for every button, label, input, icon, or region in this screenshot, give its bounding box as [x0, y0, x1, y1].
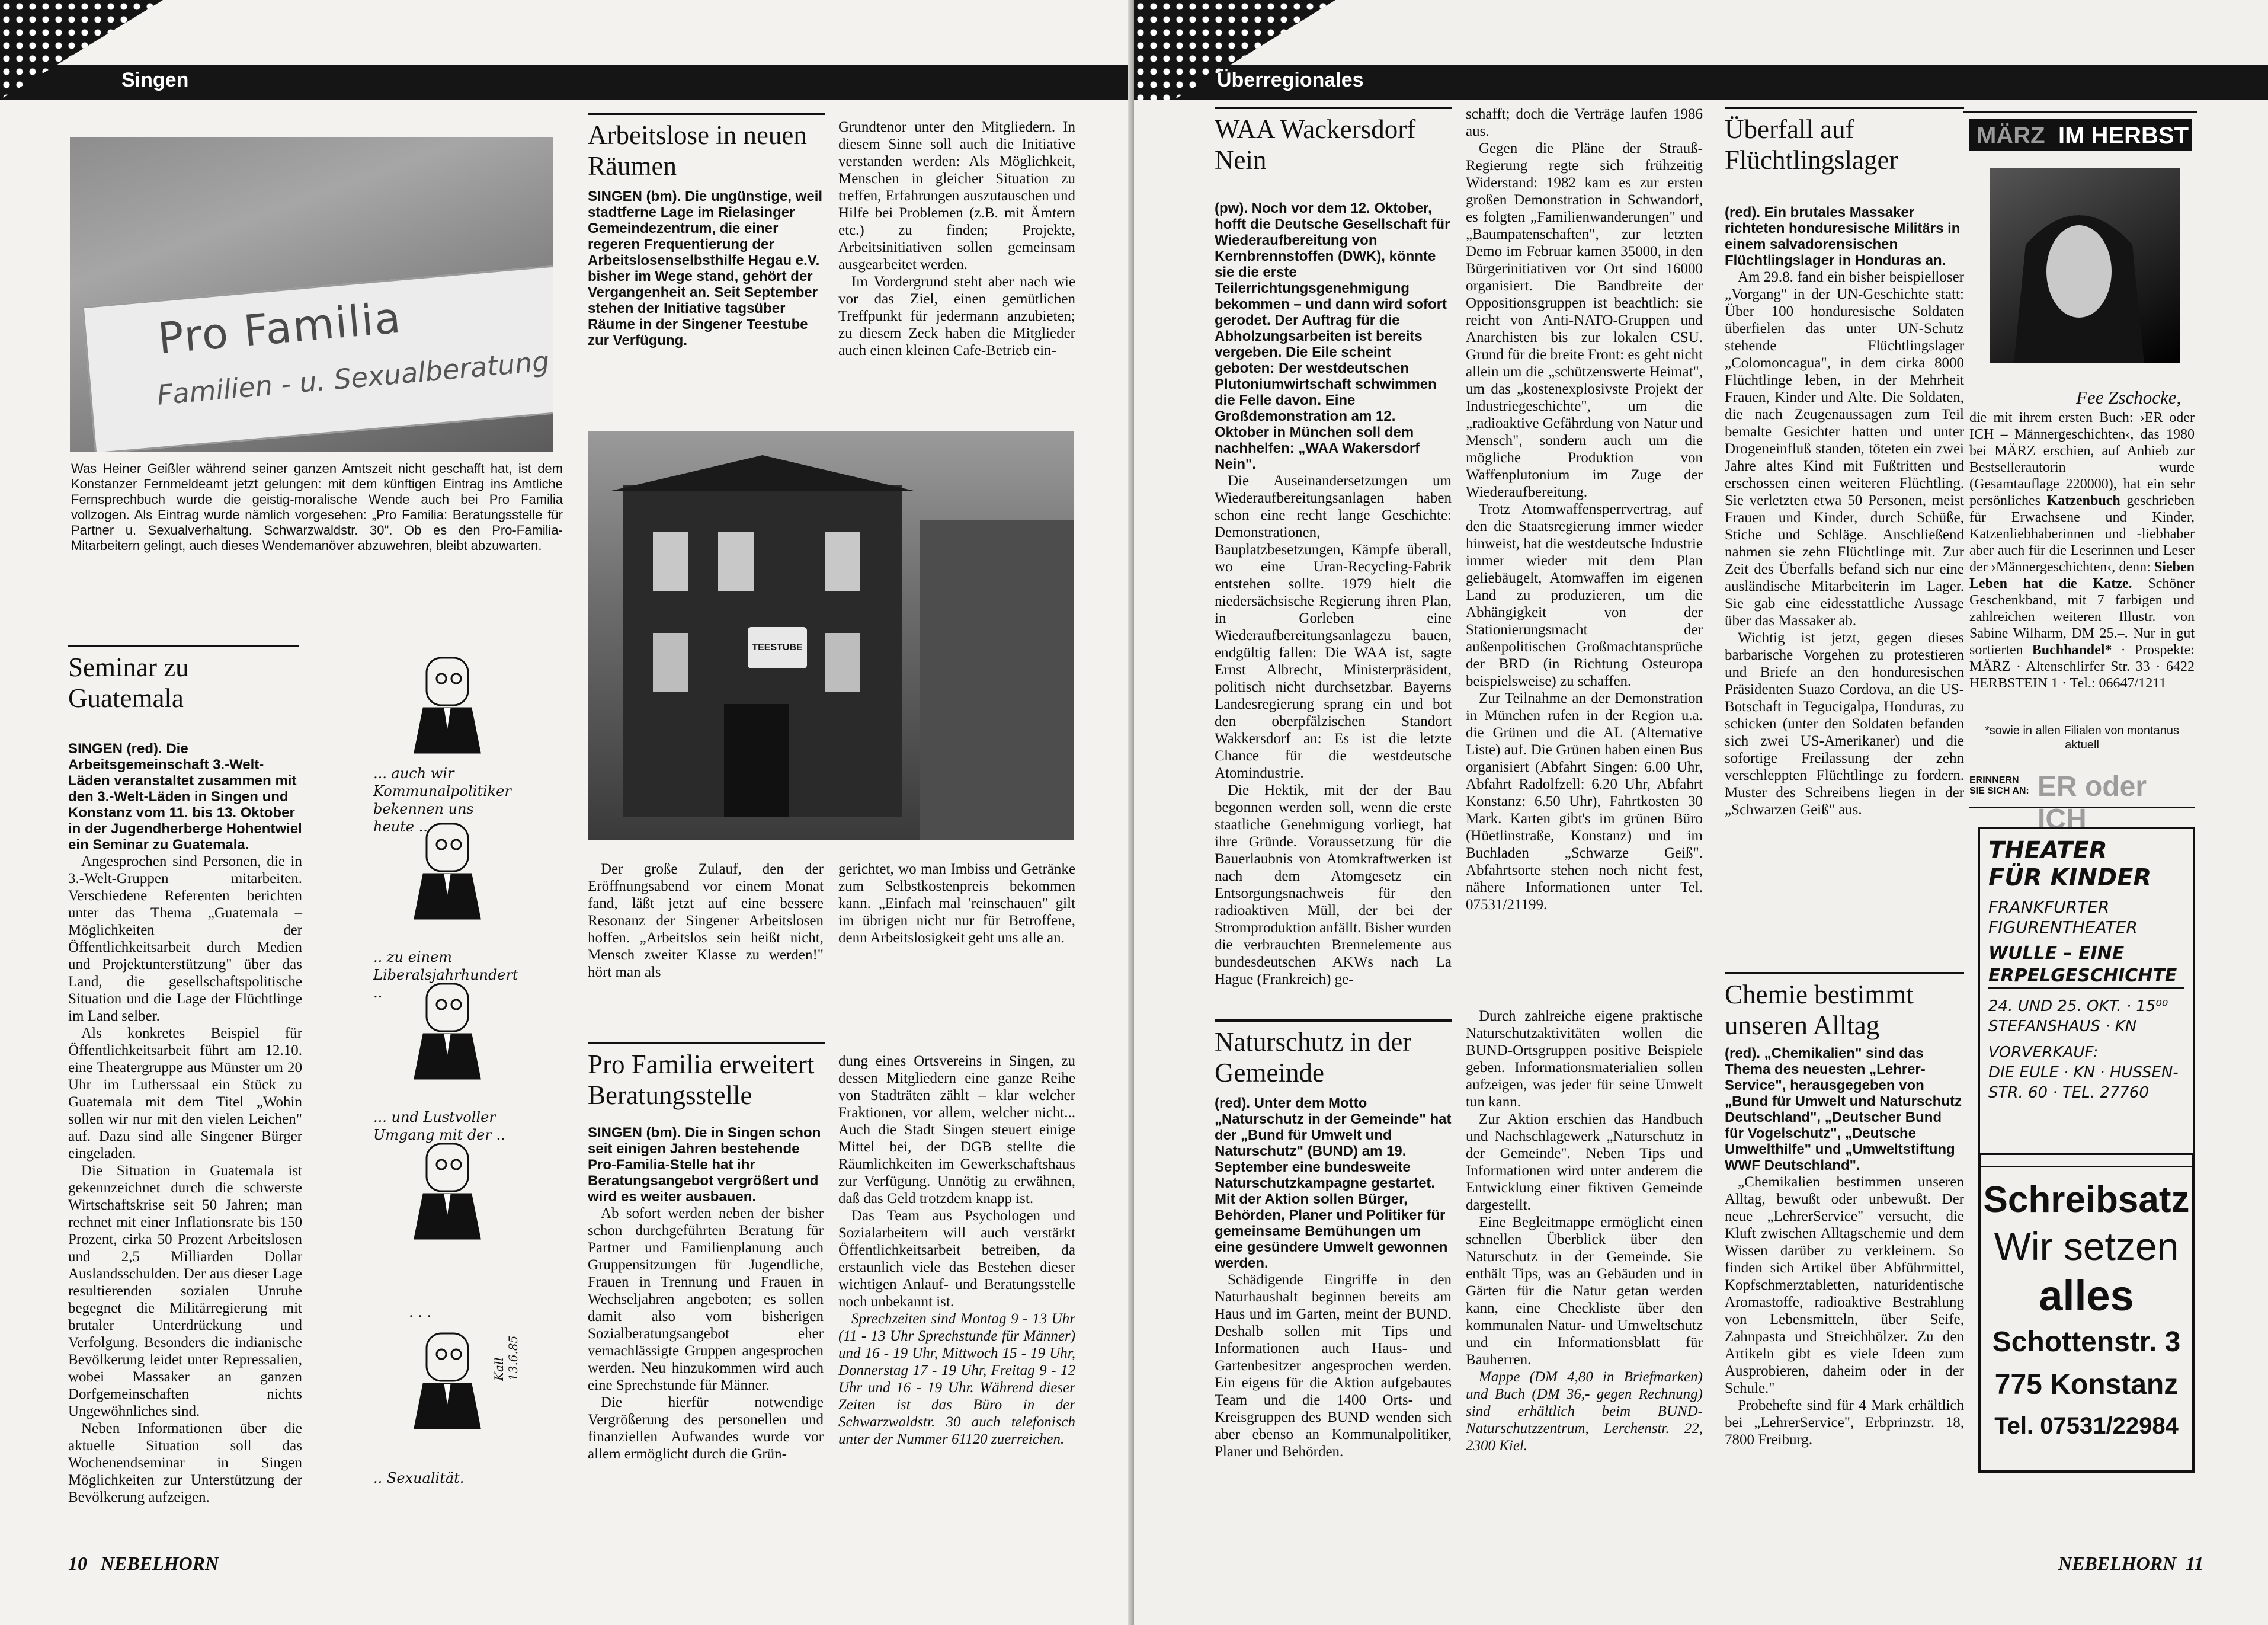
waa-lead: (pw). Noch vor dem 12. Oktober, hofft die Deutsche Gesellschaft für Wiederaufbereitung von Kernbrennstoffen (DWK), könnte sie die erste Teilerrichtungsgenehmigung bekommen – und dann wird sofort gerodet. Der Auftrag für die Abholzungsarbeiten ist bereits vergeben. Die Eile scheint geboten: Der westdeutschen Plutoniumwirtschaft schwimmen die Felle davon. Eine Großdemonstration am 12. Oktober in München soll dem nachhelfen: „WAA Wakersdorf Nein".: [1215, 200, 1450, 472]
cartoonist-signature: Kall 13.6.85: [492, 1335, 520, 1381]
ad-katzenbuch: Katzenbuch: [2046, 493, 2120, 508]
schreibsatz-line: Wir setzen: [1994, 1224, 2179, 1268]
waa-paragraph: Zur Teilnahme an der Demonstration in München rufen in der Region u.a. die Grünen und die AL (Alternative Liste) auf. Die Grünen haben einen Bus organisiert (Abfahrt Singen: 6.00 Uhr, Abfahrt Radolfzell: 6.20 Uhr, Abfahrt Konstanz: 6.50 Uhr), Fahrtkosten 30 Mark. Karten gibt's im grünen Büro (Hüetlinstraße, Konstanz) und im Buchladen „Schwarze Geiß". Abfahrtsorte stehen noch nicht fest, nähere Informationen unter Tel. 07531/21199.: [1466, 690, 1703, 913]
ad-book-title: Sieben Leben hat die Katze.: [1969, 559, 2195, 591]
theater-line: FRANKFURTER: [1988, 897, 2110, 917]
ueberfall-paragraph: Am 29.8. fand ein bisher beispielloser „Vorgang" in der UN-Geschichte statt: Über 100 honduresische Soldaten überfielen das unter UN-Schutz stehende Flüchtlingslager „Colomoncagua", in dem cirka 8000 Flüchtlinge leben, in der Mehrheit Frauen, Kinder und Alte. Die Soldaten, die nach Zeugenaussagen zum Teil bemalte Gesichter hatten und unter Drogeneinfluß standen, töteten ein zwei Jahre altes Kind mit Fußtritten und erschossen einen weiteren Flüchtling. Sie verletzten etwa 50 Personen, meist Frauen und Kinder, durch Schüße, Stiche und Schläge. Anschließend nahmen sie zehn Flüchtlinge mit. Zur Zeit des Überfalls befand sich nur eine ausländische Mitarbeiterin im Lager. Sie gab eine eidesstattliche Aussage über das Massaker ab.: [1725, 269, 1964, 629]
arbeitslose-headline: Arbeitslose in neuen Räumen: [588, 113, 825, 181]
cartoon-strip: [350, 646, 563, 1511]
profamilia-column-2: [838, 1053, 1075, 1448]
pro-familia-sign-photo: [70, 137, 553, 452]
naturschutz-paragraph: Schädigende Eingriffe in den Naturhaushalt beginnen bereits am Haus und im Garten, meint der BUND. Deshalb sollen mit Tips und Informationen auch Haus- und Gartenbesitzer angesprochen werden. Ein eigens für die Aktion aufgebautes Team und die 1400 Orts- und Kreisgruppen des BUND wenden sich aber ebenso an Kommunalpolitiker, Planer und Behörden.: [1215, 1272, 1452, 1460]
author-portrait: [1990, 168, 2180, 363]
schreibsatz-line: Schottenstr. 3: [1992, 1326, 2181, 1358]
schreibsatz-line: Tel. 07531/22984: [1994, 1413, 2179, 1439]
naturschutz-lead: (red). Unter dem Motto „Naturschutz in der Gemeinde" hat der „Bund für Umwelt und Naturschutz" (BUND) am 19. September eine bundesweite Naturschutzkampagne gestartet. Mit der Aktion sollen Bürger, Behörden, Planer und Politiker für gemeinsame Bemühungen um eine gesündere Umwelt gewonnen werden.: [1215, 1095, 1452, 1271]
author-name: Fee Zschocke,: [2076, 387, 2181, 408]
ad-text: geschrieben für Erwachsene und Kinder, Katzenliebhaberinnen und -liebhaber aber auch für die Leserinnen und Leser der ›Männergeschichten‹, denn:: [1969, 493, 2195, 575]
chemie-lead: (red). „Chemikalien" sind das Thema des neuesten „Lehrer-Service", herausgegeben von „Bund für Umwelt und Naturschutz Deutschland", „Deutscher Bund für Vogelschutz", „Deutsche Umwelthilfe" und „Umweltstiftung WWF Deutschland".: [1725, 1045, 1962, 1173]
seminar-paragraph: Angesprochen sind Personen, die in 3.-Welt-Gruppen mitarbeiten. Verschiedene Referenten berichten unter das Thema „Guatemala – Möglichkeiten der Öffentlichkeitsarbeit durch Medien und Projektunterstützung" über das Land, die gesellschaftspolitische Situation und die Lage der Flüchtlinge im Land selber.: [68, 853, 302, 1024]
schreibsatz-line: 775 Konstanz: [1994, 1369, 2179, 1400]
profamilia-hours: Sprechzeiten sind Montag 9 - 13 Uhr (11 - 13 Uhr Sprechstunde für Männer) und 16 - 19 Uhr, Mittwoch 15 - 19 Uhr, Donnerstag 17 - 19 Uhr, Freitag 9 - 12 Uhr und 16 - 19 Uhr. Während dieser Zeiten ist das Büro in der Schwarzwaldstr. 30 auch telefonisch unter der Nummer 61120 zuerreichen.: [838, 1311, 1075, 1447]
section-label: Singen: [121, 69, 189, 91]
naturschutz-paragraph: Eine Begleitmappe ermöglicht einen schnellen Überblick über den Naturschutz in der Gemeinde. Sie enthält Tips, was an Gebäuden und in Gärten für die Natur getan werden kann, eine Checkliste über den kommunalen Natur- und Umweltschutz und ein Informationsblatt für Bauherren.: [1466, 1214, 1703, 1368]
ueberfall-paragraph: Wichtig ist jetzt, gegen dieses barbarische Vorgehen zu protestieren und Briefe an den honduresischen Präsidenten Suazo Cordova, an die US-Botschaft in Tegucigalpa, Honduras, zu schicken (unter den Soldaten befanden sich zwei US-Amerikaner) und die sofortige Freilassung der zehn verschleppten Flüchtlinge zu fordern. Muster des Schreibens liegen in der „Schwarzen Geiß" aus.: [1725, 630, 1964, 818]
arbeitslose-paragraph: Der große Zulauf, den der Eröffnungsabend vor einem Monat fand, läßt jetzt auf eine bessere Resonanz der Singener Arbeitslosen hoffen. „Arbeitslos sein heißt nicht, Mensch zweiter Klasse zu werden!" hört man als: [588, 861, 824, 980]
waa-paragraph: Die Auseinandersetzungen um Wiederaufbereitungsanlagen haben schon eine recht lange Geschichte: Demonstrationen, Bauplatzbesetzungen, Kämpfe überall, wo eine Uran-Recycling-Fabrik entstehen sollte. 1979 hielt die niedersächsische Regierung ihren Plan, in Gorleben eine Wiederaufbereitungsanlagezu bauen, endgültig fallen: Die WAA ist, sagte Ernst Albrecht, Ministerpräsident, politisch nicht durchsetzbar. Bayerns Landesregierung sprang ein und bot den oberpfälzischen Standort Wakkersdorf an: Es ist die letzte Chance für die westdeutsche Atomindustrie.: [1215, 473, 1452, 781]
cartoon-caption: ... auch wir Kommunalpolitiker bekennen uns heute ..: [373, 765, 511, 835]
arbeitslose-paragraph: Grundtenor unter den Mitgliedern. In diesem Sinne soll auch die Initiative verstanden werden: Als Möglichkeit, Menschen in gleicher Situation zu treffen, Erfahrungen auszutauschen und Hilfe bei Problemen (z.B. mit Ämtern etc.) zu finden; Projekte, Arbeitsinitiativen sollen gemeinsam ausgearbeitet werden.: [838, 119, 1075, 273]
chemie-paragraph: „Chemikalien bestimmen unseren Alltag, bewußt oder unbewußt. Der neue „LehrerService" versucht, die Kluft zwischen Alltagschemie und dem Wissen darüber zu verkleinern. So finden sich Artikel über Abführmittel, Kopfschmerztabletten, naturidentische Aromastoffe, radioaktive Bestrahlung von Lebensmitteln, über Seife, Zahnpasta und Streichhölzer. Zu den Artikeln gibt es viele Ideen zum Ausprobieren, daheim oder in der Schule.": [1725, 1174, 1964, 1396]
profamilia-paragraph: Ab sofort werden neben der bisher schon durchgeführten Beratung für Partner und Familienplanung auch Gruppensitzungen für Jugendliche, Frauen in Trennung und Frauen in Wechseljahren angeboten; es sollen damit also vom bisherigen Sozialberatungsangebot eher vernachlässigte Gruppen angesprochen werden. Neu hinzukommen wird auch eine Sprechstunde für Männer.: [588, 1205, 824, 1393]
sign-text-line1: Pro Familia: [156, 292, 404, 364]
page-number: 11: [2186, 1553, 2204, 1574]
profamilia-column-1: [588, 1125, 824, 1463]
ad-text: Schöner Geschenkband, mit 7 farbigen und zahlreichen weiteren Illustr. von Sabine Wilharm, DM 25.–. Nur in gut sortierten: [1969, 576, 2195, 658]
schreibsatz-title: Schreibsatz: [1983, 1179, 2190, 1220]
naturschutz-column-2: [1466, 1007, 1703, 1454]
waa-paragraph: Trotz Atomwaffensperrvertrag, auf den die Staatsregierung immer wieder hinweist, hat die westdeutsche Industrie immer wieder mit dem Plan geliebäugelt, Atomwaffen im eigenen Land zu produzieren, um die Abhängigkeit von der Stationierungsmacht der außenpolitischen Großmachtansprüche der BRD (in Richtung Osteuropa beispielsweise) zu schaffen.: [1466, 501, 1703, 689]
profamilia-paragraph: Das Team aus Psychologen und Sozialarbeitern will auch verstärkt Öffentlichkeitsarbeit betreiben, da erstaunlich viele das Bestehen dieser wichtigen Anlauf- und Beratungsstelle noch unbekannt ist.: [838, 1208, 1075, 1310]
arbeitslose-below-col2: [838, 861, 1075, 946]
seminar-paragraph: Die Situation in Guatemala ist gekennzeichnet durch die schwerste Wirtschaftskrise seit 50 Jahren; man rechnet mit einer Inflationsrate bis 150 Prozent, cirka 50 Prozent Arbeitslosen und 2,5 Milliarden Dollar Auslandsschulden. Der aus dieser Lage resultierenden sozialen Unruhe begegnet die Militärregierung mit brutaler Unterdrückung und Verfolgung. Besonders die indianische Bevölkerung leidet unter Repressalien, wobei Massaker an ganzen Dorfgemeinschaften nichts Ungewöhnliches sind.: [68, 1163, 302, 1419]
magazine-name: NEBELHORN: [2058, 1553, 2177, 1574]
profamilia-headline: Pro Familia erweitert Beratungsstelle: [588, 1042, 825, 1111]
waa-paragraph: Gegen die Pläne der Strauß-Regierung regte sich frühzeitig Widerstand: 1982 kam es zur ersten großen Demonstration in Schwandorf, es folgten „Familienwanderungen" und „Baumpatenschaften", zur letzten Demo im Februar kamen 35000, in den Bürgerinitiativen vor Ort sind 16000 organisiert. Die Bandbreite der Oppositionsgruppen ist beachtlich: sie reicht von Anti-NATO-Gruppen und Anarchisten bis zur lokalen CSU. Grund für die breite Front: es geht nicht allein um die „schützenswerte Heimat", um das „kostenexplosivste Projekt der Industriegeschichte", um die „radioaktive Gefährdung von Natur und Mensch", sondern auch um die mögliche Produktion von Waffenplutonium im Zuge der Wiederaufbereitung.: [1466, 140, 1703, 500]
banner-maerz: MÄRZ: [1977, 123, 2045, 149]
arbeitslose-lead-column: [588, 188, 824, 348]
erinnern-line1: ERINNERN: [1969, 775, 2019, 785]
right-page: [1134, 0, 2268, 1625]
naturschutz-paragraph: Durch zahlreiche eigene praktische Naturschutzaktivitäten wollen die BUND-Ortsgruppen positive Beispiele geben. Informationsmaterialien sollen aufzeigen, was jeder für seine Umwelt tun kann.: [1466, 1008, 1703, 1110]
theater-line: THEATER: [1988, 837, 2107, 864]
seminar-lead: SINGEN (red). Die Arbeitsgemeinschaft 3.-Welt-Läden veranstaltet zusammen mit den 3.-Welt-Läden in Singen und Konstanz vom 11. bis 13. Oktober in der Jugendherberge Hohentwiel ein Seminar zu Guatemala.: [68, 741, 302, 853]
ueberfall-headline: Überfall auf Flüchtlingslager: [1725, 107, 1964, 175]
ad-body: [1969, 410, 2195, 692]
magazine-name: NEBELHORN: [101, 1553, 219, 1574]
arbeitslose-paragraph: gerichtet, wo man Imbiss und Getränke zum Selbstkostenpreis bekommen kann. „Einfach mal 'reinschauen" gilt im übrigen nicht nur für Betroffene, denn Arbeitslosigkeit geht uns alle an.: [838, 861, 1075, 946]
theater-line: DIE EULE · KN · HUSSEN-: [1988, 1064, 2179, 1082]
theater-line: STR. 60 · TEL. 27760: [1988, 1084, 2149, 1102]
profamilia-paragraph: Die hierfür notwendige Vergrößerung des personellen und finanziellen Aufwandes wurde vor allem ermöglicht durch die Grün-: [588, 1394, 824, 1462]
teestube-photo: [588, 431, 1074, 840]
teestube-sign: TEESTUBE: [748, 627, 807, 668]
waa-headline: WAA Wackersdorf Nein: [1215, 107, 1452, 175]
theater-line: 24. UND 25. OKT. · 15⁰⁰: [1988, 997, 2168, 1015]
sign-plate: [82, 265, 553, 452]
photo-caption: Was Heiner Geißler während seiner ganzen Amtszeit nicht geschafft hat, ist dem Konstanzer Fernmeldeamt jetzt gelungen: mit dem künftigen Eintrag ins Amtliche Fernsprechbuch wurde die geistig-moralische Wende auch bei Pro Familia vollzogen. Als Eintrag wurde nämlich vorgesehen: „Pro Familia: Beratungsstelle für Partner u. Sexualverhaltung. Schwarzwaldstr. 30". Ob es den Pro-Familia-Mitarbeitern gelingt, auch dieses Wendemanöver abzuwehren, bleibt abzuwarten.: [71, 461, 563, 553]
theater-line: ERPELGESCHICHTE: [1988, 965, 2184, 989]
waa-column-1: [1215, 200, 1452, 988]
ad-text: · Prospekte: MÄRZ · Altenschlirfer Str. 33 · 6422 HERBSTEIN 1 · Tel.: 06647/1211: [1969, 642, 2195, 691]
profamilia-paragraph: dung eines Ortsvereins in Singen, zu dessen Mitgliedern eine ganze Reihe von Stadträten zählt – klar welcher Fraktionen, vor allem, welcher nicht... Auch die Stadt Singen steuert einige Mittel bei, der DGB stellte die Räumlichkeiten im Gewerkschaftshaus zur Verfügung. Unnötig zu erwähnen, daß das Geld trotzdem knapp ist.: [838, 1053, 1075, 1207]
er-oder-ich-logo: ER oder ICH: [2038, 771, 2147, 835]
ueberfall-article: [1725, 204, 1964, 818]
author-face-drawing: [1990, 168, 2180, 363]
ad-banner: [1969, 119, 2192, 151]
ad-text: die mit ihrem ersten Buch: ›ER oder ICH – Männergeschichten‹, das 1980 bei MÄRZ erschien, auf Anhieb zur Bestsellerautorin wurde (Gesamtauflage 220000), hat ein sehr persönliches: [1969, 410, 2195, 508]
chemie-article: [1725, 1045, 1964, 1448]
theater-line: FIGURENTHEATER: [1988, 917, 2138, 937]
erinnern-banner: [1969, 770, 2195, 835]
cartoon-caption: .. Sexualität.: [373, 1470, 465, 1486]
page-number: 10: [68, 1553, 87, 1574]
theater-ad: [1978, 827, 2195, 1167]
naturschutz-column-1: [1215, 1095, 1452, 1460]
ad-footnote: *sowie in allen Filialen von montanus aktuell: [1985, 724, 2179, 751]
theater-line: STEFANSHAUS · KN: [1988, 1018, 2137, 1035]
naturschutz-headline: Naturschutz in der Gemeinde: [1215, 1019, 1452, 1088]
seminar-article: [68, 741, 302, 1506]
erinnern-label: [1969, 775, 2029, 796]
naturschutz-paragraph: Zur Aktion erschien das Handbuch und Nachschlagewerk „Naturschutz in der Gemeinde". Neben Tips und Informationen wird unter anderem die Entwicklung einer fiktiven Gemeinde dargestellt.: [1466, 1111, 1703, 1213]
arbeitslose-column-2: [838, 119, 1075, 359]
ad-buchhandel: Buchhandel*: [2032, 642, 2112, 658]
teestube-building-drawing: [588, 431, 1074, 840]
arbeitslose-below-col1: [588, 861, 824, 981]
banner-im-herbst: IM HERBST: [2058, 123, 2189, 149]
ueberfall-lead: (red). Ein brutales Massaker richteten honduresische Militärs in einem salvadorensischen Flüchtlingslager in Honduras an.: [1725, 204, 1961, 268]
arbeitslose-lead: SINGEN (bm). Die ungünstige, weil stadtferne Lage im Rielasinger Gemeindezentrum, die einer regeren Frequentierung der Arbeitslosenselbsthilfe Hegau e.V. bisher im Wege stand, gehört der Vergangenheit an. Seit September stehen der Initiative tagsüber Räume in der Singener Teestube zur Verfügung.: [588, 188, 823, 348]
theater-line: FÜR KINDER: [1988, 864, 2152, 891]
theater-line: VORVERKAUF:: [1988, 1044, 2099, 1061]
arbeitslose-paragraph: Im Vordergrund steht aber nach wie vor das Ziel, einen gemütlichen Treffpunkt für jedermann anzubieten; zu diesem Zeck haben die Mitglieder auch einen kleinen Cafe-Betrieb ein-: [838, 274, 1075, 359]
seminar-paragraph: Als konkretes Beispiel für Öffentlichkeitsarbeit führt am 12.10. eine Theatergruppe aus Münster um 20 Uhr im Lutherssaal ein Stück zu Guatemala mit dem Titel „Wohin sollen wir nur mit den vielen Leichen" auf. Dazu sind alle Singener Bürger eingeladen.: [68, 1025, 302, 1162]
chemie-headline: Chemie bestimmt unseren Alltag: [1725, 972, 1964, 1041]
section-label: Überregionales: [1217, 69, 1364, 91]
schreibsatz-ad: [1978, 1153, 2195, 1473]
waa-paragraph: schafft; doch die Verträge laufen 1986 aus.: [1466, 106, 1703, 139]
profamilia-lead: SINGEN (bm). Die in Singen schon seit einigen Jahren bestehende Pro-Familia-Stelle hat ihr Beratungsangebot vergrößert und wird es weiter ausbauen.: [588, 1125, 821, 1205]
theater-line: WULLE – EINE: [1988, 943, 2125, 964]
maerz-book-ad: [1963, 111, 2197, 775]
cartoon-caption: ... und Lustvoller Umgang mit der ..: [373, 1109, 505, 1143]
chemie-paragraph: Probehefte sind für 4 Mark erhältlich bei „LehrerService", Erbprinzstr. 18, 7800 Freiburg.: [1725, 1397, 1964, 1448]
erinnern-line2: SIE SICH AN:: [1969, 786, 2029, 796]
schreibsatz-line: alles: [2039, 1272, 2134, 1320]
cartoon-caption: . . .: [409, 1304, 432, 1320]
naturschutz-mappe: Mappe (DM 4,80 in Briefmarken) und Buch (DM 36,- gegen Rechnung) sind erhältlich beim BUND-Naturschutzzentrum, Lerchenstr. 22, 2300 Kiel.: [1466, 1369, 1703, 1454]
waa-column-2: [1466, 105, 1703, 913]
seminar-paragraph: Neben Informationen über die aktuelle Situation soll das Wochenendseminar in Singen Möglichkeiten zur Unterstützung der Bevölkerung aufzeigen.: [68, 1421, 302, 1505]
seminar-headline: Seminar zu Guatemala: [68, 645, 299, 714]
sign-text-line2: Familien - u. Sexualberatung: [155, 345, 551, 411]
cartoon-caption: .. zu einem Liberalsjahrhundert ..: [373, 949, 518, 1001]
waa-paragraph: Die Hektik, mit der der Bau begonnen werden soll, wenn die erste staatliche Genehmigung vorliegt, hat ihre Gründe. Voraussetzung für die Bauerlaubnis von Atomkraftwerken ist nach dem Atomgesetz ein Entsorgungsnachweis für den radioaktiven Müll, der bei der Stromproduktion anfällt. Bisher wurden die verbrauchten Brennelemente aus bundesdeutschen AKWs nach La Hague (Frankreich) ge-: [1215, 782, 1452, 987]
